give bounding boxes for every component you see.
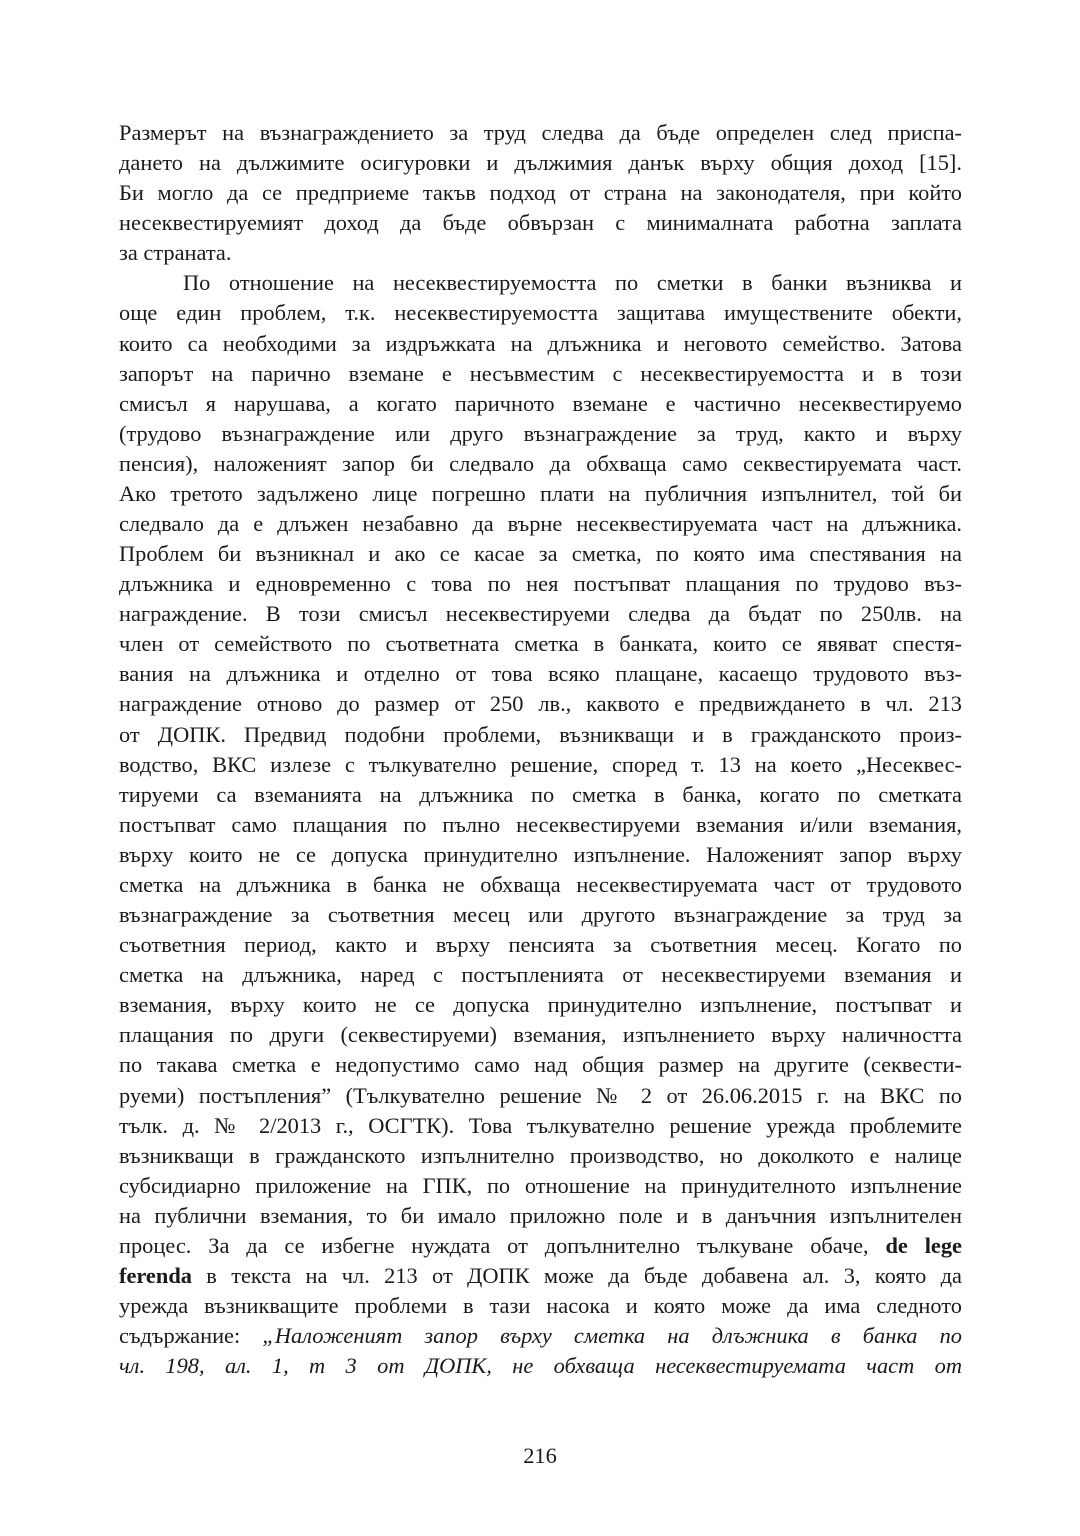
text-segment: (трудово възнаграждение или друго възнаграждение за труд, както и върху <box>119 420 962 446</box>
text-line <box>119 539 962 569</box>
text-line <box>119 689 962 719</box>
text-segment: запорът на парично вземане е несъвместим с несеквестируемостта и в този <box>119 360 962 386</box>
text-segment: чл. 198, ал. 1, т 3 от ДОПК, не обхваща несеквестируемата част от <box>119 1353 962 1379</box>
text-line <box>119 659 962 689</box>
text-segment: процес. За да се избегне нуждата от допълнително тълкуване обаче, <box>119 1232 886 1258</box>
text-line <box>119 960 962 990</box>
text-line <box>119 1321 962 1351</box>
text-line <box>119 329 962 359</box>
text-line <box>119 1351 962 1381</box>
text-segment: тълк. д. № 2/2013 г., ОСГТК). Това тълкувателно решение урежда проблемите <box>119 1112 962 1138</box>
text-line <box>119 599 962 629</box>
text-segment: субсидиарно приложение на ГПК, по отношение на принудителното изпълнение <box>119 1172 962 1198</box>
text-segment: вземания, върху които не се допуска принудително изпълнение, постъпват и <box>119 992 962 1018</box>
text-line <box>119 1081 962 1111</box>
text-segment: постъпват само плащания по пълно несеквестируеми вземания и/или вземания, <box>119 811 962 837</box>
text-line <box>119 238 962 268</box>
text-line <box>119 389 962 419</box>
text-line <box>119 359 962 389</box>
text-segment: от ДОПК. Предвид подобни проблеми, възникващи и в гражданското произ- <box>119 721 962 747</box>
text-line <box>119 720 962 750</box>
text-line <box>119 750 962 780</box>
text-line <box>119 990 962 1020</box>
text-line <box>119 479 962 509</box>
text-line <box>119 930 962 960</box>
text-line <box>119 208 962 238</box>
text-line <box>119 298 962 328</box>
text-line <box>119 509 962 539</box>
text-line <box>119 148 962 178</box>
text-segment: длъжника и едновременно с това по нея постъпват плащания по трудово въз- <box>119 571 962 597</box>
text-segment: на публични вземания, то би имало приложно поле и в данъчния изпълнителен <box>119 1202 962 1228</box>
text-segment: за страната. <box>119 240 232 266</box>
text-segment: водство, ВКС излезе с тълкувателно решение, според т. 13 на което „Несеквес- <box>119 751 962 777</box>
text-line <box>119 1261 962 1291</box>
text-segment: Би могло да се предприеме такъв подход от страна на законодателя, при който <box>119 180 962 206</box>
text-line <box>119 449 962 479</box>
text-segment: награждение. В този смисъл несеквестируеми следва да бъдат по 250лв. на <box>119 601 962 627</box>
text-line <box>119 780 962 810</box>
text-segment: урежда възникващите проблеми в тази насока и която може да има следното <box>119 1293 962 1319</box>
text-line <box>119 1291 962 1321</box>
text-segment: смисъл я нарушава, а когато паричното вземане е частично несеквестируемо <box>119 390 962 416</box>
text-segment: възнаграждение за съответния месец или другото възнаграждение за труд за <box>119 902 962 928</box>
text-segment: дането на дължимите осигуровки и дължимия данък върху общия доход [15]. <box>119 150 962 176</box>
text-line <box>119 870 962 900</box>
text-segment: По отношение на несеквестируемостта по сметки в банки възниква и <box>183 270 962 296</box>
text-segment: по такава сметка е недопустимо само над общия размер на другите (секвести- <box>119 1052 962 1078</box>
text-segment: ferenda <box>119 1262 192 1288</box>
text-segment: плащания по други (секвестируеми) вземания, изпълнението върху наличността <box>119 1022 962 1048</box>
text-segment: Проблем би възникнал и ако се касае за сметка, по която има спестявания на <box>119 541 962 567</box>
text-line <box>119 1050 962 1080</box>
text-line <box>119 1111 962 1141</box>
text-line <box>119 900 962 930</box>
text-segment: възникващи в гражданското изпълнително производство, но доколкото е налице <box>119 1142 962 1168</box>
text-line <box>119 569 962 599</box>
text-line <box>119 840 962 870</box>
text-segment: следвало да е длъжен незабавно да върне несеквестируемата част на длъжника. <box>119 511 962 537</box>
text-segment: тируеми са вземанията на длъжника по сметка в банка, когато по сметката <box>119 781 962 807</box>
text-segment: които са необходими за издръжката на длъжника и неговото семейство. Затова <box>119 330 962 356</box>
text-line <box>119 118 962 148</box>
text-line <box>119 810 962 840</box>
text-line <box>119 1231 962 1261</box>
text-line <box>119 1141 962 1171</box>
text-segment: руеми) постъпления” (Тълкувателно решение № 2 от 26.06.2015 г. на ВКС по <box>119 1082 962 1108</box>
text-segment: съответния период, както и върху пенсията за съответния месец. Когато по <box>119 932 962 958</box>
text-segment: в текста на чл. 213 от ДОПК може да бъде добавена ал. 3, която да <box>191 1262 962 1288</box>
text-line <box>119 1171 962 1201</box>
text-line <box>119 268 962 298</box>
text-segment: още един проблем, т.к. несеквестируемостта защитава имуществените обекти, <box>119 300 962 326</box>
text-segment: член от семейството по съответната сметка в банката, които се явяват спестя- <box>119 631 962 657</box>
text-segment: съдържание: <box>119 1323 263 1349</box>
text-segment: сметка на длъжника в банка не обхваща несеквестируемата част от трудовото <box>119 871 962 897</box>
body-text <box>119 118 962 1381</box>
text-segment: сметка на длъжника, наред с постъпленията от несеквестируеми вземания и <box>119 962 962 988</box>
text-line <box>119 1020 962 1050</box>
text-segment: de lege <box>885 1232 962 1258</box>
text-line <box>119 629 962 659</box>
text-segment: несеквестируемият доход да бъде обвързан с минималната работна заплата <box>119 210 962 236</box>
text-segment: Размерът на възнаграждението за труд следва да бъде определен след приспа- <box>119 120 962 145</box>
page-number: 216 <box>523 1443 557 1468</box>
text-segment: върху които не се допуска принудително изпълнение. Наложеният запор върху <box>119 841 962 867</box>
text-segment: награждение отново до размер от 250 лв., каквото е предвиждането в чл. 213 <box>119 691 962 717</box>
text-line <box>119 419 962 449</box>
text-segment: вания на длъжника и отделно от това всяко плащане, касаещо трудовото въз- <box>119 661 962 687</box>
text-segment: Ако третото задължено лице погрешно плати на публичния изпълнител, той би <box>119 480 962 506</box>
text-line <box>119 1201 962 1231</box>
text-segment: „Наложеният запор върху сметка на длъжника в банка по <box>262 1323 962 1349</box>
text-line <box>119 178 962 208</box>
text-segment: пенсия), наложеният запор би следвало да обхваща само секвестируемата част. <box>119 450 962 476</box>
